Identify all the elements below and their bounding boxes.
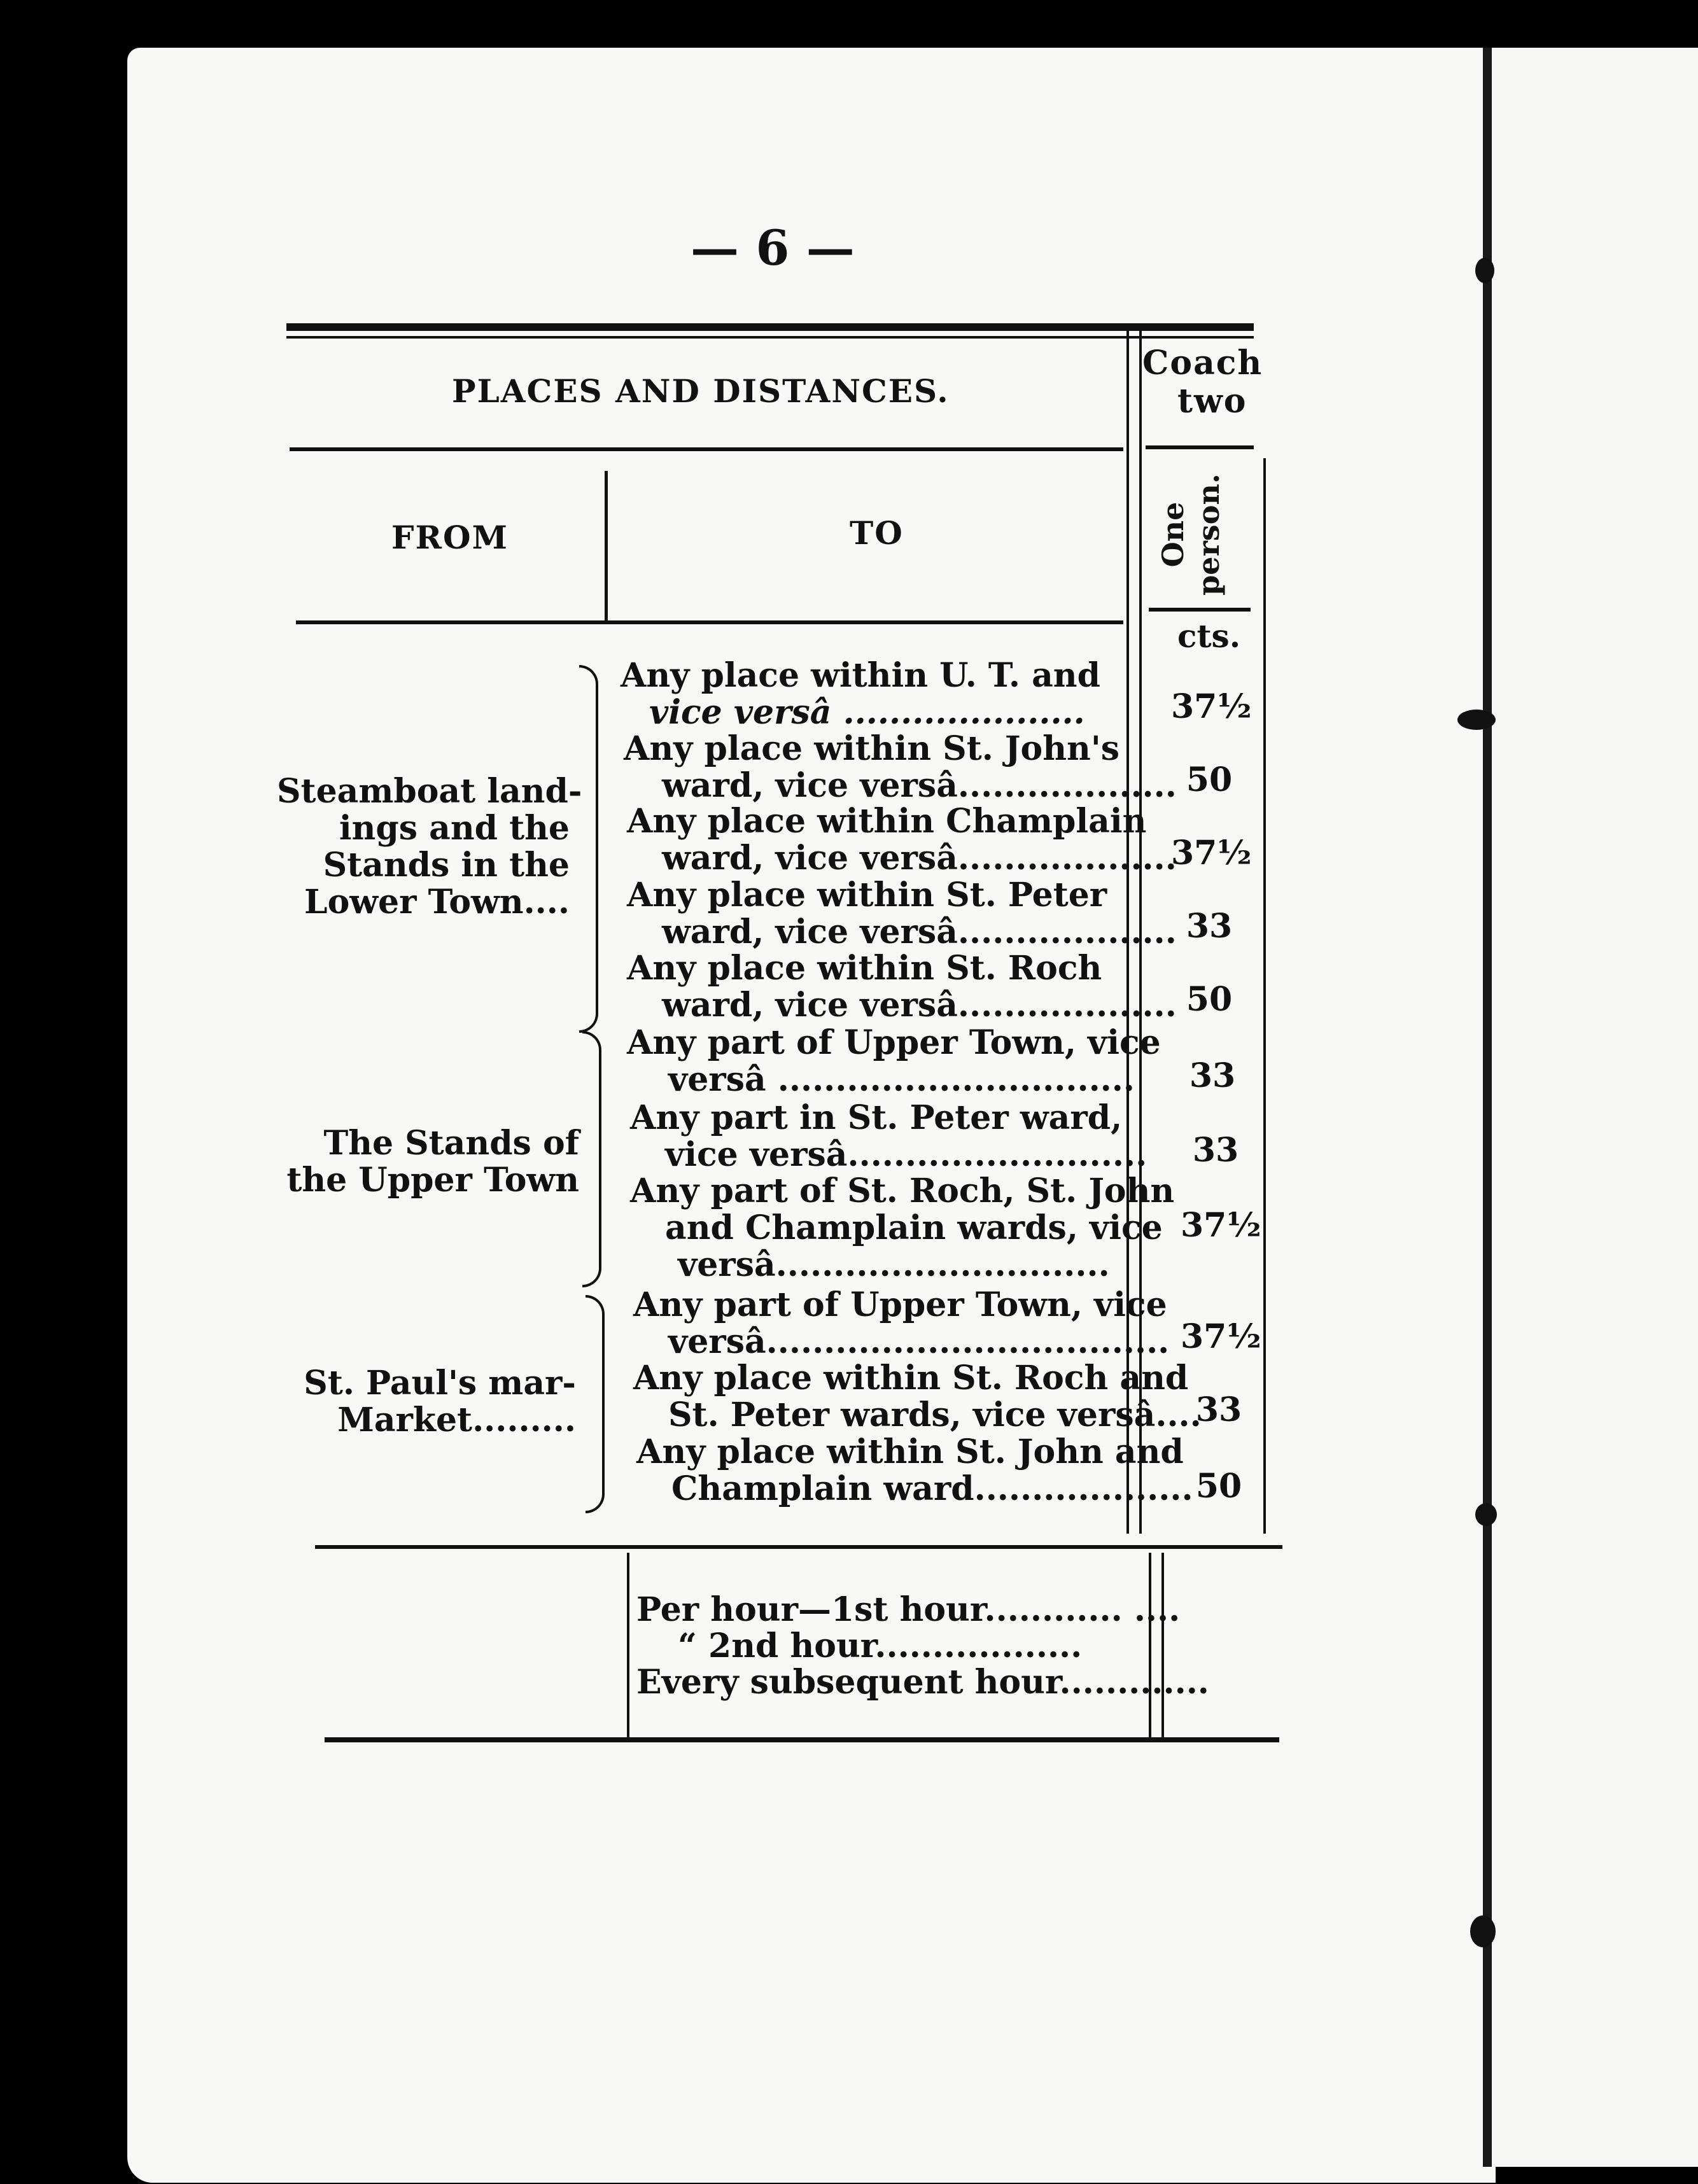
- to-row-4-line1: Any place within St. Peter: [627, 876, 1107, 914]
- from-st-pauls-line1: St. Paul's mar-: [304, 1364, 576, 1403]
- from-steamboat-line2: ings and the: [339, 809, 570, 848]
- group-brace-2: [582, 1031, 601, 1287]
- to-row-10-line2: St. Peter wards, vice versâ....: [668, 1396, 1202, 1434]
- price-row-11: 50: [1195, 1467, 1242, 1506]
- to-row-2-line2: ward, vice versâ...................: [662, 766, 1177, 805]
- hourly-left-border: [627, 1553, 629, 1737]
- title-rule: [290, 447, 1123, 451]
- column-header-one-person: One person.: [1156, 473, 1226, 596]
- to-row-8-line3: versâ.............................: [678, 1245, 1110, 1284]
- table-bottom-rule: [315, 1545, 1282, 1549]
- table-title: PLACES AND DISTANCES.: [452, 372, 950, 410]
- to-row-7-line1: Any part in St. Peter ward,: [630, 1098, 1123, 1137]
- price-row-4: 33: [1186, 907, 1233, 946]
- to-row-11-line1: Any place within St. John and: [636, 1432, 1184, 1471]
- price-row-3: 37½: [1171, 834, 1252, 872]
- price-units: cts.: [1177, 617, 1241, 655]
- binding-stitch: [1475, 258, 1494, 283]
- to-row-5-line2: ward, vice versâ...................: [662, 986, 1177, 1025]
- top-rule-thin: [286, 336, 1254, 339]
- to-row-8-line1: Any part of St. Roch, St. John: [630, 1172, 1175, 1210]
- price-row-6: 33: [1189, 1056, 1236, 1095]
- binding-stitch: [1457, 710, 1496, 730]
- footer-rule: [325, 1737, 1279, 1742]
- to-row-4-line2: ward, vice versâ...................: [662, 913, 1177, 951]
- price-row-1: 37½: [1171, 687, 1252, 726]
- group-brace-1: [579, 665, 598, 1033]
- hourly-right-border: [1149, 1553, 1151, 1737]
- to-row-11-line2: Champlain ward...................: [671, 1469, 1193, 1508]
- coach-header-line1: Coach: [1142, 344, 1263, 382]
- to-row-2-line1: Any place within St. John's: [624, 729, 1120, 768]
- from-steamboat-line4: Lower Town....: [304, 883, 570, 921]
- to-row-7-line2: vice versâ..........................: [665, 1135, 1147, 1174]
- coach-rule: [1146, 445, 1254, 449]
- header-rule-price: [1149, 608, 1251, 612]
- to-row-3-line1: Any place within Champlain: [627, 802, 1147, 841]
- binding-stitch: [1470, 1915, 1496, 1947]
- to-row-1-line2: vice versâ .....................: [649, 693, 1085, 732]
- to-row-1-line1: Any place within U. T. and: [621, 656, 1100, 695]
- hourly-rate-1: Per hour—1st hour............ ....: [636, 1590, 1181, 1629]
- facing-page: [1492, 48, 1698, 2167]
- to-row-5-line1: Any place within St. Roch: [627, 949, 1102, 988]
- to-row-10-line1: Any place within St. Roch and: [633, 1359, 1189, 1397]
- price-row-9: 37½: [1181, 1317, 1261, 1356]
- binding-stitch: [1475, 1503, 1497, 1526]
- header-rule: [296, 620, 1123, 624]
- price-row-7: 33: [1192, 1131, 1239, 1170]
- price-right-border: [1263, 458, 1266, 1534]
- from-steamboat-line3: Stands in the: [323, 846, 570, 885]
- from-upper-town-line2: the Upper Town: [286, 1161, 579, 1200]
- price-row-10: 33: [1195, 1390, 1242, 1429]
- from-st-pauls-line2: Market.........: [337, 1401, 576, 1439]
- from-upper-town-line1: The Stands of: [323, 1124, 579, 1163]
- to-row-8-line2: and Champlain wards, vice: [665, 1208, 1163, 1247]
- top-rule-thick: [286, 323, 1254, 331]
- from-steamboat-line1: Steamboat land-: [277, 772, 582, 811]
- to-row-6-line1: Any part of Upper Town, vice: [627, 1023, 1161, 1062]
- from-to-divider: [605, 471, 608, 620]
- hourly-rate-2: “ 2nd hour..................: [678, 1627, 1083, 1665]
- to-row-9-line1: Any part of Upper Town, vice: [633, 1285, 1167, 1324]
- to-row-9-line2: versâ...................................: [668, 1322, 1170, 1361]
- to-row-6-line2: versâ ...............................: [668, 1060, 1135, 1099]
- group-brace-3: [586, 1295, 605, 1513]
- hourly-rate-3: Every subsequent hour.............: [636, 1663, 1209, 1702]
- page-number: — 6 —: [691, 220, 855, 276]
- price-row-8: 37½: [1181, 1206, 1261, 1245]
- hourly-right-border-2: [1161, 1553, 1164, 1737]
- column-header-from: FROM: [391, 519, 509, 556]
- to-row-3-line2: ward, vice versâ...................: [662, 839, 1177, 878]
- column-header-to: TO: [850, 514, 904, 552]
- coach-header-line2: two: [1177, 382, 1247, 421]
- book-gutter: [1483, 48, 1492, 2167]
- price-row-2: 50: [1186, 760, 1233, 799]
- price-row-5: 50: [1186, 980, 1233, 1019]
